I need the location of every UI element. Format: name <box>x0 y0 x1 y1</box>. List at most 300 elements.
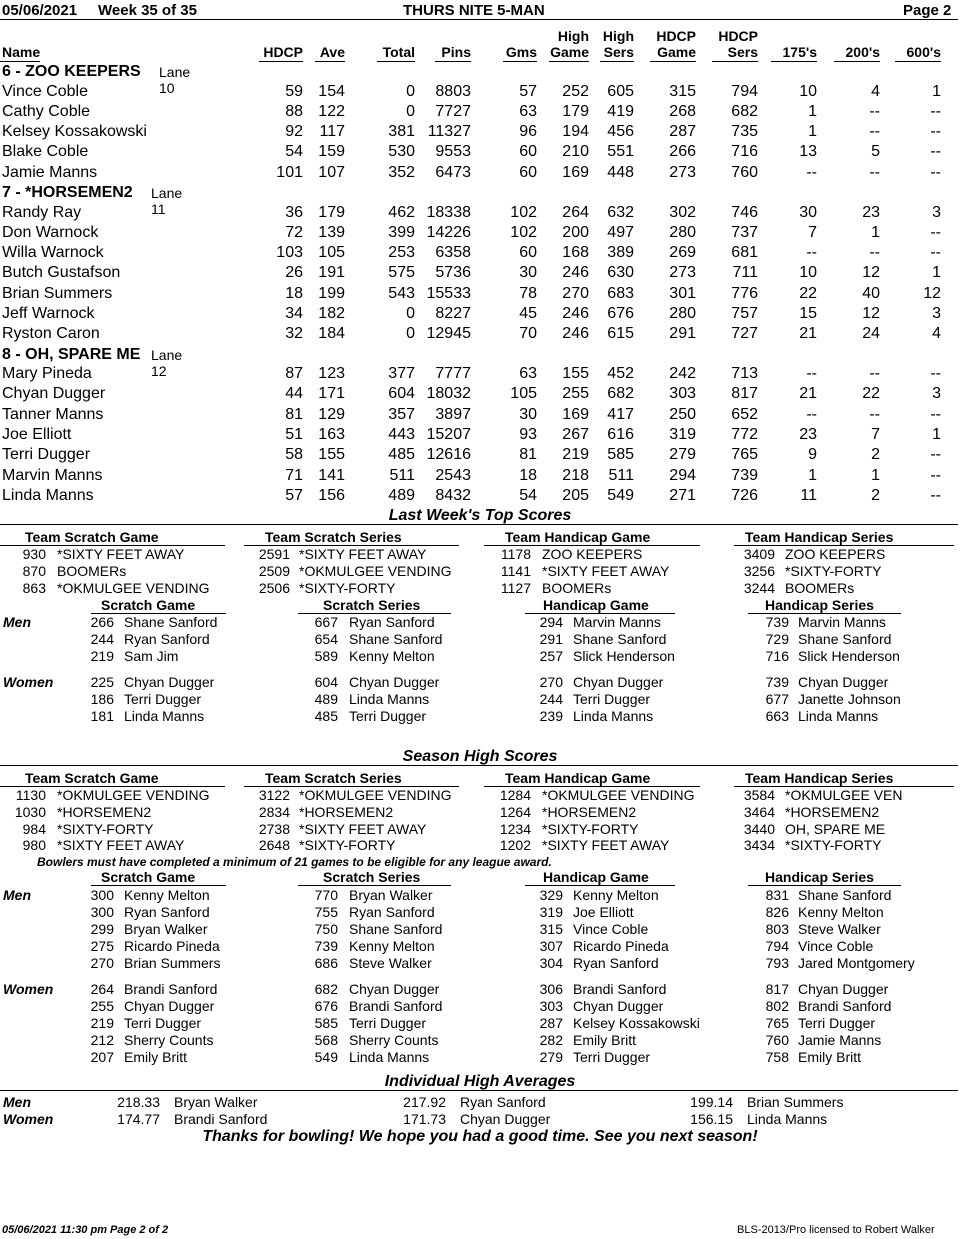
individual-category-header: Scratch Game <box>101 869 196 885</box>
cell-hdcp: 101 <box>276 164 303 181</box>
column-header <box>603 28 634 60</box>
bowler-name: Ryan Sanford <box>349 904 435 921</box>
score-value: 207 <box>90 1049 114 1066</box>
cell-hdcp-game: 242 <box>669 365 696 382</box>
cell-ave: 122 <box>318 103 345 120</box>
bowler-name: Bryan Walker <box>174 1094 258 1110</box>
cell-pins: 9553 <box>435 143 471 160</box>
bowler-name: *HORSEMEN2 <box>785 803 880 820</box>
individual-category-header: Handicap Game <box>543 869 649 885</box>
score-value: 266 <box>90 614 114 630</box>
cell-high-game: 200 <box>562 224 589 241</box>
cell-hdcp-sers: 681 <box>731 244 758 261</box>
score-value: 270 <box>539 674 563 690</box>
cell-hdcp: 26 <box>285 264 303 281</box>
bowler-name: Marvin Manns <box>798 614 886 630</box>
cell-high-sers: 632 <box>607 204 634 221</box>
team-category-header: Team Handicap Game <box>505 770 651 786</box>
section-rule <box>0 1090 958 1091</box>
bowler-name: Ryan Sanford <box>573 955 659 972</box>
cell-high-sers: 630 <box>607 264 634 281</box>
bowler-name: Ricardo Pineda <box>124 938 220 955</box>
bowler-name: Emily Britt <box>798 1049 861 1066</box>
cell-gms: 57 <box>519 83 537 100</box>
score-value: 287 <box>539 1015 563 1032</box>
score-value: 219 <box>90 648 114 665</box>
bowler-name: OH, SPARE ME <box>785 820 886 837</box>
bowler-name: Chyan Dugger <box>124 998 215 1015</box>
column-header <box>656 28 696 60</box>
cell-high-sers: 605 <box>607 83 634 100</box>
column-underline <box>503 61 537 62</box>
bowler-name: Kelsey Kossakowski <box>573 1015 700 1032</box>
cell-175-s: 13 <box>799 143 817 160</box>
bowler-name: *OKMULGEE VENDING <box>299 787 452 803</box>
bowler-name: Brandi Sanford <box>573 981 667 997</box>
cell-gms: 96 <box>519 123 537 140</box>
cell-175-s: 9 <box>808 446 817 463</box>
average-value: 199.14 <box>690 1094 733 1110</box>
cell-gms: 63 <box>519 103 537 120</box>
cell-gms: 60 <box>519 164 537 181</box>
cell-ave: 163 <box>318 426 345 443</box>
cell-hdcp: 87 <box>285 365 303 382</box>
table-row <box>0 143 960 163</box>
average-value: 217.92 <box>403 1094 446 1110</box>
cell-200-s: 1 <box>871 467 880 484</box>
cell-gms: 63 <box>519 365 537 382</box>
table-row <box>0 164 960 184</box>
cell-600-s: 12 <box>923 285 941 302</box>
bowler-name: *SIXTY FEET AWAY <box>542 837 670 854</box>
cell-high-game: 205 <box>562 487 589 504</box>
cell-total: 530 <box>388 143 415 160</box>
column-header-line: High <box>602 28 634 44</box>
cell-pins: 7777 <box>435 365 471 382</box>
score-value: 3440 <box>743 820 775 837</box>
bowler-name: Linda Manns <box>349 1049 430 1066</box>
cell-high-game: 255 <box>562 385 589 402</box>
cell-600-s: 1 <box>932 264 941 281</box>
bowler-name: Terri Dugger <box>124 691 202 708</box>
score-value: 3244 <box>743 580 775 596</box>
category-underline <box>748 885 901 886</box>
cell-gms: 70 <box>519 325 537 342</box>
team-category-header: Team Handicap Series <box>745 529 894 545</box>
cell-600-s: -- <box>930 244 941 261</box>
cell-hdcp: 51 <box>285 426 303 443</box>
bowler-name: Ryan Sanford <box>124 904 210 921</box>
bowler-name: *OKMULGEE VENDING <box>299 563 452 579</box>
bowler-name: *HORSEMEN2 <box>57 803 152 820</box>
cell-gms: 60 <box>519 244 537 261</box>
bowler-name: Kenny Melton <box>124 887 210 903</box>
cell-175-s: 1 <box>808 103 817 120</box>
women-label: Women <box>3 674 54 690</box>
score-value: 826 <box>765 904 789 921</box>
bowler-name: Terri Dugger <box>573 691 651 708</box>
team-lane: Lane 12 <box>151 346 183 379</box>
cell-200-s: 23 <box>862 204 880 221</box>
cell-ave: 179 <box>318 204 345 221</box>
score-value: 654 <box>314 631 338 648</box>
score-value: 729 <box>765 631 789 648</box>
individual-category-header: Handicap Game <box>543 597 649 613</box>
column-header-line: HDCP <box>656 28 696 44</box>
player-name: Brian Summers <box>2 285 113 302</box>
cell-high-game: 252 <box>562 83 589 100</box>
cell-gms: 45 <box>519 305 537 322</box>
cell-hdcp: 57 <box>285 487 303 504</box>
bowler-name: *HORSEMEN2 <box>299 803 394 820</box>
cell-600-s: 1 <box>932 83 941 100</box>
cell-600-s: -- <box>930 446 941 463</box>
cell-high-game: 179 <box>562 103 589 120</box>
cell-total: 511 <box>389 467 415 484</box>
column-underline <box>600 61 634 62</box>
score-value: 275 <box>90 938 114 955</box>
section-title-averages: Individual High Averages <box>384 1073 576 1090</box>
score-value: 585 <box>314 1015 338 1032</box>
women-label: Women <box>3 1111 54 1127</box>
bowler-name: Chyan Dugger <box>349 981 440 997</box>
score-value: 803 <box>765 921 789 938</box>
bowler-name: Terri Dugger <box>798 1015 876 1032</box>
cell-200-s: 22 <box>862 385 880 402</box>
cell-hdcp: 34 <box>285 305 303 322</box>
table-row <box>0 264 960 284</box>
average-value: 171.73 <box>403 1111 446 1127</box>
bowler-name: Shane Sanford <box>798 631 892 648</box>
cell-pins: 8803 <box>435 83 471 100</box>
cell-hdcp-sers: 737 <box>731 224 758 241</box>
cell-hdcp: 58 <box>285 446 303 463</box>
score-value: 300 <box>90 904 114 921</box>
bowler-name: Chyan Dugger <box>573 674 664 690</box>
score-value: 984 <box>22 820 46 837</box>
cell-pins: 8227 <box>435 305 471 322</box>
bowler-name: *SIXTY FEET AWAY <box>57 837 185 854</box>
cell-hdcp: 44 <box>285 385 303 402</box>
cell-hdcp-game: 271 <box>669 487 696 504</box>
cell-hdcp-game: 273 <box>669 164 696 181</box>
cell-high-game: 155 <box>562 365 589 382</box>
cell-total: 604 <box>388 385 415 402</box>
bowler-name: *OKMULGEE VEN <box>785 787 903 803</box>
footer-timestamp: 05/06/2021 11:30 pm Page 2 of 2 <box>2 1224 169 1236</box>
bowler-name: *SIXTY FEET AWAY <box>542 563 670 579</box>
cell-600-s: -- <box>930 365 941 382</box>
score-value: 676 <box>314 998 338 1015</box>
bowler-name: *OKMULGEE VENDING <box>57 787 210 803</box>
table-row <box>0 426 960 446</box>
score-value: 264 <box>90 981 114 997</box>
score-value: 1264 <box>499 803 531 820</box>
cell-high-sers: 549 <box>607 487 634 504</box>
cell-total: 0 <box>406 305 415 322</box>
cell-200-s: 2 <box>871 446 880 463</box>
bowler-name: ZOO KEEPERS <box>785 546 886 562</box>
score-value: 2648 <box>258 837 290 854</box>
score-value: 2738 <box>258 820 290 837</box>
score-value: 1141 <box>500 563 531 579</box>
bowler-name: BOOMERs <box>785 580 855 596</box>
score-value: 831 <box>765 887 789 903</box>
cell-ave: 155 <box>318 446 345 463</box>
cell-200-s: 5 <box>871 143 880 160</box>
column-underline <box>0 61 40 62</box>
column-header: Gms <box>505 44 537 60</box>
cell-hdcp-sers: 652 <box>731 406 758 423</box>
column-underline <box>712 61 758 62</box>
cell-hdcp: 18 <box>285 285 303 302</box>
bowler-name: Janette Johnson <box>798 691 901 708</box>
column-header: 175's <box>782 44 817 60</box>
score-value: 817 <box>765 981 789 997</box>
individual-category-header: Scratch Series <box>323 597 421 613</box>
bowler-name: Linda Manns <box>124 708 205 725</box>
cell-hdcp-game: 301 <box>669 285 696 302</box>
player-name: Linda Manns <box>2 487 94 504</box>
category-underline <box>298 885 451 886</box>
cell-600-s: 3 <box>932 204 941 221</box>
cell-gms: 30 <box>519 264 537 281</box>
cell-200-s: 7 <box>871 426 880 443</box>
score-value: 329 <box>539 887 563 903</box>
cell-hdcp-game: 269 <box>669 244 696 261</box>
cell-200-s: -- <box>869 123 880 140</box>
score-value: 1284 <box>499 787 531 803</box>
cell-gms: 78 <box>519 285 537 302</box>
bowler-name: Linda Manns <box>349 691 430 708</box>
player-name: Marvin Manns <box>2 467 103 484</box>
score-value: 568 <box>314 1032 338 1049</box>
cell-gms: 93 <box>519 426 537 443</box>
score-value: 794 <box>765 938 789 955</box>
bowler-name: Chyan Dugger <box>573 998 664 1015</box>
cell-high-game: 168 <box>562 244 589 261</box>
cell-200-s: -- <box>869 103 880 120</box>
bowler-name: *SIXTY-FORTY <box>299 580 396 596</box>
cell-hdcp-game: 279 <box>669 446 696 463</box>
table-row <box>0 204 960 224</box>
column-header-line: Game <box>657 44 696 60</box>
cell-gms: 30 <box>519 406 537 423</box>
individual-category-header: Handicap Series <box>765 597 874 613</box>
cell-hdcp-game: 315 <box>669 83 696 100</box>
cell-200-s: 1 <box>871 224 880 241</box>
cell-600-s: 3 <box>932 385 941 402</box>
average-value: 218.33 <box>117 1094 160 1110</box>
bowler-name: Kenny Melton <box>798 904 884 921</box>
bowler-name: Marvin Manns <box>573 614 661 630</box>
bowler-name: Slick Henderson <box>798 648 900 665</box>
header-rule <box>0 19 958 20</box>
cell-high-sers: 615 <box>607 325 634 342</box>
score-value: 758 <box>765 1049 789 1066</box>
cell-hdcp-sers: 682 <box>731 103 758 120</box>
cell-high-sers: 456 <box>607 123 634 140</box>
score-value: 755 <box>314 904 338 921</box>
player-name: Cathy Coble <box>2 103 91 120</box>
bowler-name: Joe Elliott <box>573 904 634 921</box>
score-value: 282 <box>539 1032 563 1049</box>
score-value: 270 <box>90 955 114 972</box>
men-label: Men <box>3 614 31 630</box>
bowler-name: Linda Manns <box>798 708 879 725</box>
cell-high-game: 219 <box>562 446 589 463</box>
cell-pins: 15533 <box>426 285 471 302</box>
bowler-name: Brandi Sanford <box>124 981 218 997</box>
cell-ave: 139 <box>318 224 345 241</box>
player-name: Don Warnock <box>2 224 99 241</box>
cell-gms: 60 <box>519 143 537 160</box>
cell-200-s: 4 <box>871 83 880 100</box>
cell-600-s: 3 <box>932 305 941 322</box>
bowler-name: Shane Sanford <box>798 887 892 903</box>
bowler-name: Vince Coble <box>573 921 649 938</box>
bowler-name: Chyan Dugger <box>349 674 440 690</box>
bowler-name: Bryan Walker <box>349 887 433 903</box>
cell-200-s: 12 <box>862 305 880 322</box>
cell-high-game: 194 <box>562 123 589 140</box>
bowler-name: *SIXTY FEET AWAY <box>299 820 427 837</box>
cell-175-s: 23 <box>799 426 817 443</box>
cell-600-s: -- <box>930 406 941 423</box>
individual-category-header: Handicap Series <box>765 869 874 885</box>
cell-600-s: 1 <box>932 426 941 443</box>
team-category-header: Team Handicap Game <box>505 529 651 545</box>
men-label: Men <box>3 1094 31 1110</box>
cell-gms: 54 <box>519 487 537 504</box>
score-value: 589 <box>314 648 338 665</box>
bowler-name: *SIXTY FEET AWAY <box>299 546 427 562</box>
cell-high-sers: 497 <box>607 224 634 241</box>
score-value: 663 <box>765 708 789 725</box>
column-header-line: Sers <box>727 44 758 60</box>
cell-total: 443 <box>388 426 415 443</box>
cell-175-s: 30 <box>799 204 817 221</box>
column-header: 600's <box>906 44 941 60</box>
cell-pins: 18338 <box>426 204 471 221</box>
bowler-name: *SIXTY-FORTY <box>299 837 396 854</box>
cell-175-s: 22 <box>799 285 817 302</box>
men-label: Men <box>3 887 31 903</box>
bowler-name: Ryan Sanford <box>124 631 210 648</box>
bowler-name: Chyan Dugger <box>798 674 889 690</box>
cell-175-s: -- <box>806 406 817 423</box>
cell-hdcp: 36 <box>285 204 303 221</box>
column-underline <box>650 61 696 62</box>
cell-ave: 105 <box>318 244 345 261</box>
score-value: 549 <box>314 1049 338 1066</box>
bowler-name: Terri Dugger <box>124 1015 202 1032</box>
cell-ave: 154 <box>318 83 345 100</box>
bowler-name: Emily Britt <box>573 1032 636 1049</box>
cell-total: 357 <box>388 406 415 423</box>
cell-600-s: 4 <box>932 325 941 342</box>
column-header: Total <box>382 44 415 60</box>
cell-hdcp-sers: 776 <box>731 285 758 302</box>
player-name: Jeff Warnock <box>2 305 95 322</box>
bowler-name: Linda Manns <box>747 1111 828 1127</box>
column-header-line: Sers <box>603 44 634 60</box>
team-title: 8 - OH, SPARE ME <box>2 345 141 363</box>
bowler-name: Ryan Sanford <box>349 614 435 630</box>
score-value: 225 <box>90 674 114 690</box>
cell-ave: 156 <box>318 487 345 504</box>
bowler-name: Kenny Melton <box>349 938 435 955</box>
cell-high-sers: 676 <box>607 305 634 322</box>
individual-category-header: Scratch Series <box>323 869 421 885</box>
eligibility-notice: Bowlers must have completed a minimum of 21 games to be eligible for any league award. <box>37 855 552 869</box>
score-value: 793 <box>765 955 789 972</box>
table-row <box>0 224 960 244</box>
cell-200-s: 24 <box>862 325 880 342</box>
cell-hdcp: 81 <box>285 406 303 423</box>
player-name: Randy Ray <box>2 204 82 221</box>
column-header-line: High <box>557 28 589 44</box>
cell-ave: 117 <box>319 123 345 140</box>
cell-hdcp-sers: 817 <box>731 385 758 402</box>
cell-total: 462 <box>388 204 415 221</box>
score-value: 489 <box>314 691 338 708</box>
cell-high-sers: 389 <box>607 244 634 261</box>
bowler-name: *SIXTY FEET AWAY <box>57 546 185 562</box>
bowler-name: BOOMERs <box>57 563 127 579</box>
cell-600-s: -- <box>930 123 941 140</box>
bowler-name: Kenny Melton <box>349 648 435 665</box>
cell-total: 253 <box>388 244 415 261</box>
score-value: 667 <box>314 614 338 630</box>
score-value: 604 <box>314 674 338 690</box>
bowler-name: Terri Dugger <box>349 708 427 725</box>
score-value: 930 <box>22 546 46 562</box>
bowler-name: Shane Sanford <box>573 631 667 648</box>
table-row <box>0 325 960 345</box>
cell-200-s: -- <box>869 406 880 423</box>
score-value: 307 <box>539 938 563 955</box>
score-value: 1030 <box>14 803 46 820</box>
player-name: Terri Dugger <box>2 446 91 463</box>
cell-200-s: 2 <box>871 487 880 504</box>
team-category-header: Team Handicap Series <box>745 770 894 786</box>
cell-total: 485 <box>388 446 415 463</box>
cell-gms: 102 <box>510 204 537 221</box>
cell-total: 352 <box>388 164 415 181</box>
bowler-name: Kenny Melton <box>573 887 659 903</box>
score-value: 239 <box>539 708 563 725</box>
bowler-name: Terri Dugger <box>349 1015 427 1032</box>
cell-hdcp: 72 <box>285 224 303 241</box>
section-title-season: Season High Scores <box>402 748 558 765</box>
score-value: 257 <box>539 648 563 665</box>
score-value: 765 <box>765 1015 789 1032</box>
score-value: 739 <box>765 674 789 690</box>
score-value: 279 <box>539 1049 563 1066</box>
cell-hdcp-sers: 726 <box>731 487 758 504</box>
bowler-name: Shane Sanford <box>349 631 443 648</box>
score-value: 306 <box>539 981 563 997</box>
score-value: 485 <box>314 708 338 725</box>
cell-hdcp: 103 <box>276 244 303 261</box>
table-row <box>0 103 960 123</box>
cell-high-sers: 682 <box>607 385 634 402</box>
bowler-name: Chyan Dugger <box>460 1111 551 1127</box>
column-underline <box>377 61 415 62</box>
score-value: 299 <box>90 921 114 938</box>
cell-high-game: 246 <box>562 305 589 322</box>
